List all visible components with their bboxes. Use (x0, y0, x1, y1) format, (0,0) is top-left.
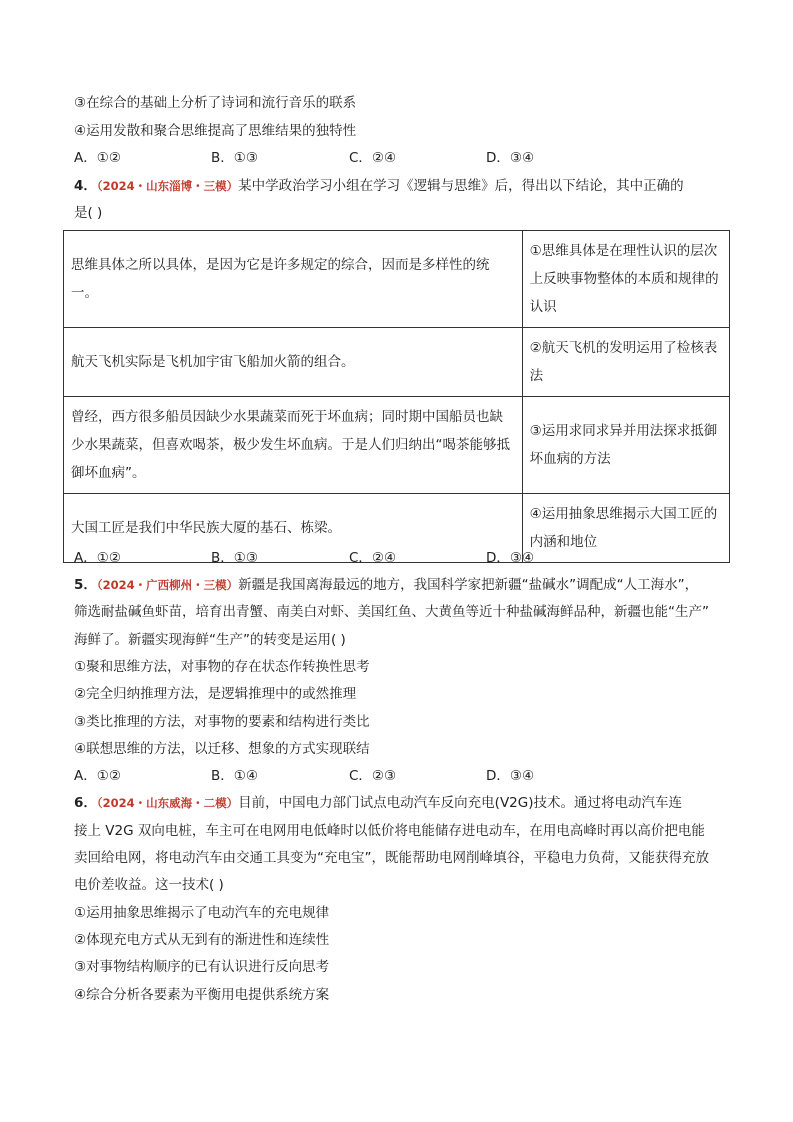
q4-stem-line1: 某中学政治学习小组在学习《逻辑与思维》后，得出以下结论，其中正确的 (238, 178, 684, 194)
q6-stem-line1: 目前，中国电力部门试点电动汽车反向充电(V2G)技术。通过将电动汽车连 (238, 795, 682, 811)
table-row (64, 231, 730, 328)
q6-item-1: ①运用抽象思维揭示了电动汽车的充电规律 (74, 905, 330, 921)
table-cell-analysis: ④运用抽象思维揭示大国工匠的内涵和地位 (522, 494, 729, 563)
q4-stem-line2: 是( ) (74, 205, 103, 221)
prev-option-b: B．①③ (211, 150, 258, 166)
q6-stem-line3: 卖回给电网，将电动汽车由交通工具变为“充电宝”，既能帮助电网削峰填谷，平稳电力负荷，又能获得充放 (74, 850, 709, 866)
q6-source: （2024・山东威海・二模） (96, 796, 239, 810)
q6-item-3: ③对事物结构顺序的已有认识进行反向思考 (74, 959, 330, 975)
q4-option-d: D．③④ (486, 550, 535, 566)
table-cell-statement: 思维具体之所以具体，是因为它是许多规定的综合，因而是多样性的统一。 (64, 231, 523, 328)
q6-number: 6． (74, 795, 97, 811)
q4-option-b: B．①③ (211, 550, 258, 566)
q6-item-2: ②体现充电方式从无到有的渐进性和连续性 (74, 932, 330, 948)
prev-item-3: ③在综合的基础上分析了诗词和流行音乐的联系 (74, 95, 357, 111)
q6-stem-line2: 接上 V2G 双向电桩，车主可在电网用电低峰时以低价将电能储存进电动车，在用电高峰时再以高价把电能 (74, 823, 705, 839)
q5-option-a: A．①② (74, 768, 121, 784)
prev-option-c: C．②④ (349, 150, 397, 166)
q6-stem-line4: 电价差收益。这一技术( ) (74, 877, 224, 893)
q5-item-1: ①聚和思维方法，对事物的存在状态作转换性思考 (74, 659, 370, 675)
q4-option-a: A．①② (74, 550, 121, 566)
q5-option-b: B．①④ (211, 768, 258, 784)
q5-item-3: ③类比推理的方法，对事物的要素和结构进行类比 (74, 714, 370, 730)
prev-option-a: A．①② (74, 150, 121, 166)
q5-stem-line3: 海鲜了。新疆实现海鲜“生产”的转变是运用( ) (74, 632, 346, 648)
table-cell-statement: 曾经，西方很多船员因缺少水果蔬菜而死于坏血病；同时期中国船员也缺少水果蔬菜，但喜欢喝茶，极少发生坏血病。于是人们归纳出“喝茶能够抵御坏血病”。 (64, 397, 523, 494)
prev-option-d: D．③④ (486, 150, 535, 166)
q5-source: （2024・广西柳州・三模） (96, 578, 239, 592)
q5-number: 5． (74, 577, 97, 593)
q5-option-c: C．②③ (349, 768, 397, 784)
prev-item-4: ④运用发散和聚合思维提高了思维结果的独特性 (74, 123, 357, 139)
q5-stem-line1: 新疆是我国离海最远的地方，我国科学家把新疆“盐碱水”调配成“人工海水”， (238, 577, 699, 593)
table-cell-statement: 航天飞机实际是飞机加宇宙飞船加火箭的组合。 (64, 328, 523, 397)
q6-stem (74, 793, 682, 813)
q4-source: （2024・山东淄博・三模） (96, 179, 239, 193)
q4-number: 4． (74, 178, 97, 194)
table-cell-analysis: ②航天飞机的发明运用了检核表法 (522, 328, 729, 397)
q6-item-4: ④综合分析各要素为平衡用电提供系统方案 (74, 987, 330, 1003)
q5-item-4: ④联想思维的方法，以迁移、想象的方式实现联结 (74, 741, 370, 757)
q5-stem-line2: 筛选耐盐碱鱼虾苗，培育出青蟹、南美白对虾、美国红鱼、大黄鱼等近十种盐碱海鲜品种，新疆也能“生产” (74, 604, 709, 620)
table-row (64, 397, 730, 494)
q5-item-2: ②完全归纳推理方法，是逻辑推理中的或然推理 (74, 686, 357, 702)
table-row (64, 494, 730, 563)
table-cell-analysis: ①思维具体是在理性认识的层次上反映事物整体的本质和规律的认识 (522, 231, 729, 328)
table-cell-statement: 大国工匠是我们中华民族大厦的基石、栋梁。 (64, 494, 523, 563)
q4-table (63, 230, 730, 563)
table-row (64, 328, 730, 397)
q4-option-c: C．②④ (349, 550, 397, 566)
q5-stem (74, 575, 698, 595)
table-cell-analysis: ③运用求同求异并用法探求抵御坏血病的方法 (522, 397, 729, 494)
q5-option-d: D．③④ (486, 768, 535, 784)
q4-stem (74, 176, 684, 196)
